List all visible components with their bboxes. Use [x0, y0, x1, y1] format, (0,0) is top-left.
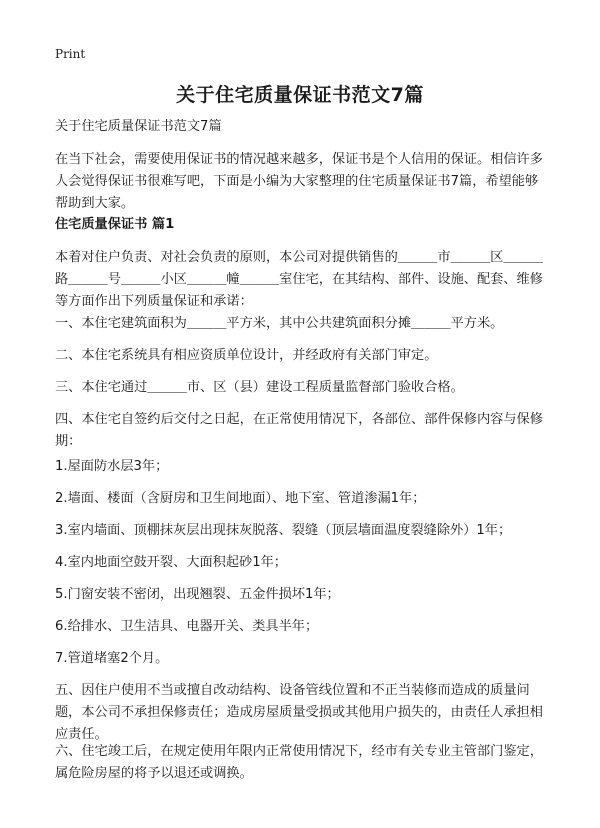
paragraph-inspection: 三、本住宅通过＿＿＿市、区（县）建设工程质量监督部门验收合格。 — [55, 380, 464, 395]
list-item: 7.管道堵塞2个月。 — [55, 651, 169, 666]
document-title: 关于住宅质量保证书范文7篇 — [176, 84, 424, 106]
list-item: 2.墙面、楼面（含厨房和卫生间地面）、地下室、管道渗漏1年； — [55, 491, 426, 506]
intro-paragraph: 在当下社会，需要使用保证书的情况越来越多，保证书是个人信用的保证。相信许多人会觉得保证书很难写吧，下面是小编为大家整理的住宅质量保证书7篇，希望能够帮助到大家。 — [55, 152, 543, 211]
document-subtitle: 关于住宅质量保证书范文7篇 — [55, 119, 222, 134]
list-item: 1.屋面防水层3年； — [55, 459, 169, 474]
section-heading: 住宅质量保证书 篇1 — [55, 217, 175, 232]
list-item: 6.给排水、卫生洁具、电器开关、类具半年； — [55, 619, 319, 634]
paragraph-commitment: 本着对住户负责、对社会负责的原则，本公司对提供销售的＿＿＿市＿＿＿区＿＿＿路＿＿＿号＿＿＿小区＿＿＿幢＿＿＿室住宅，在其结构、部件、设施、配套、维修等方面作出下列质量保证和承诺： — [55, 250, 543, 309]
paragraph-design: 二、本住宅系统具有相应资质单位设计，并经政府有关部门审定。 — [55, 348, 438, 363]
list-item: 4.室内地面空鼓开裂、大面积起砂1年； — [55, 555, 287, 570]
paragraph-area: 一、本住宅建筑面积为＿＿＿平方米，其中公共建筑面积分摊＿＿＿平方米。 — [55, 316, 504, 331]
list-item: 3.室内墙面、顶棚抹灰层出现抹灰脱落、裂缝（顶层墙面温度裂缝除外）1年； — [55, 523, 512, 538]
paragraph-replacement: 六、住宅竣工后，在规定使用年限内正常使用情况下，经市有关专业主管部门鉴定，属危险房屋的将予以退还或调换。 — [55, 744, 543, 781]
paragraph-liability: 五、因住户使用不当或擅自改动结构、设备管线位置和不正当装修而造成的质量问题，本公司不承担保修责任；造成房屋质量受损或其他用户损失的，由责任人承担相应责任。 — [55, 683, 543, 742]
print-link[interactable]: Print — [55, 47, 86, 61]
list-item: 5.门窗安装不密闭，出现翘裂、五金件损坏1年； — [55, 587, 340, 602]
paragraph-warranty: 四、本住宅自签约后交付之日起，在正常使用情况下，各部位、部件保修内容与保修期： — [55, 412, 543, 449]
